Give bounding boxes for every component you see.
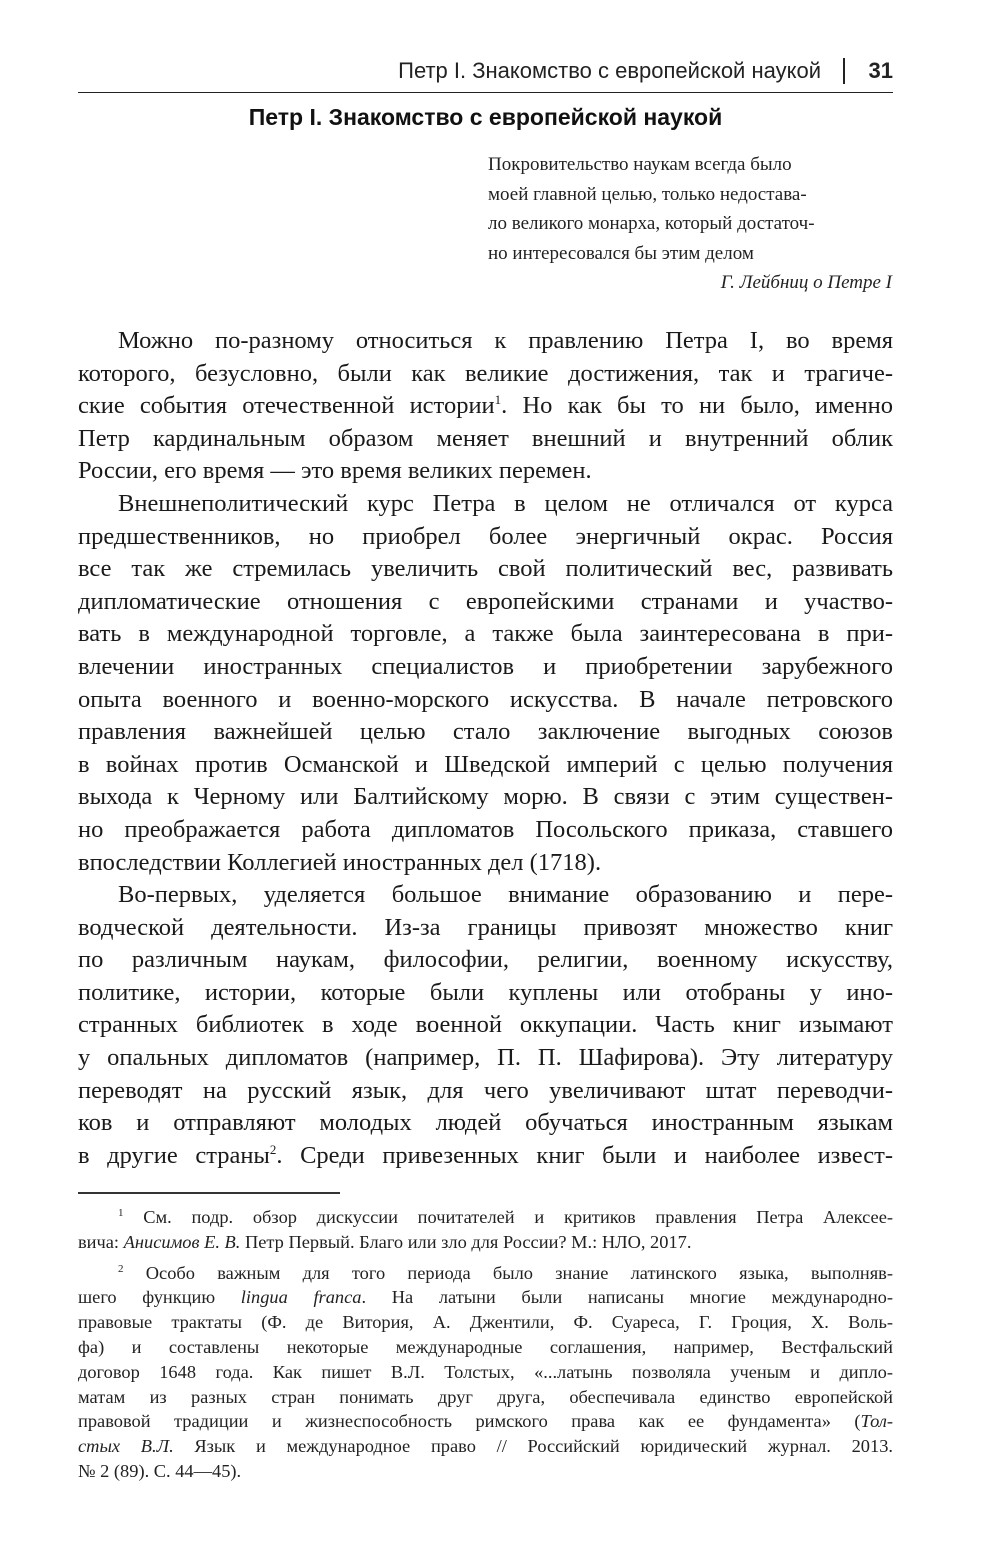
body-line: водческой деятельности. Из-за границы привозят множество книг (78, 913, 893, 941)
body-line: политике, истории, которые были куплены или отобраны у ино- (78, 978, 893, 1006)
body-line: ков и отправляют молодых людей обучаться иностранным языкам (78, 1109, 893, 1137)
body-line: выхода к Черному или Балтийскому морю. В связи с этим существен- (78, 783, 893, 811)
body-line: ские события отечественной истории$^1$. Но как бы то ни было, именно (78, 392, 893, 420)
body-line: Внешнеполитический курс Петра в целом не отличался от курса (118, 489, 893, 517)
body-line: в другие страны$^2$. Среди привезенных книг были и наиболее извест- (78, 1141, 894, 1169)
footnote-ref-2[interactable]: 2 (269, 1141, 277, 1157)
running-head (78, 52, 893, 93)
footnote-2-line: фа) и составлены некоторые международные соглашения, например, Вестфальский (78, 1336, 893, 1357)
body-line: которого, безусловно, были как великие достижения, так и трагиче- (78, 359, 893, 387)
footnote-ref-1[interactable]: 1 (494, 392, 502, 408)
body-line: по различным наукам, философии, религии, военному искусству, (78, 946, 893, 974)
body-line: но преображается работа дипломатов Посольского приказа, ставшего (78, 815, 893, 843)
body-line: Петр кардинальным образом меняет внешний и внутренний облик (78, 424, 893, 452)
chapter-title: Петр I. Знакомство с европейской наукой (248, 104, 723, 130)
footnotes (78, 1205, 893, 1484)
body-line: предшественников, но приобрел более энергичный окрас. Россия (78, 522, 893, 550)
footnote-2-line: матам из разных стран понимать друг друга, обеспечивала единство европейской (78, 1386, 893, 1407)
body-line: в войнах против Османской и Шведской империй с целью получения (78, 750, 893, 778)
body-line: все так же стремилась увеличить свой политический вес, развивать (78, 555, 893, 583)
epigraph-line: Покровительство наукам всегда было (488, 154, 792, 175)
body-line: Во-первых, уделяется большое внимание образованию и пере- (118, 881, 893, 909)
body-line: России, его время — это время великих перемен. (78, 457, 592, 485)
epigraph (488, 150, 898, 298)
running-head-separator (843, 58, 845, 84)
body-line: опыта военного и военно-морского искусства. В начале петровского (78, 685, 893, 713)
footnote-2-line: шего функцию lingua franca. На латыни были написаны многие международно- (78, 1287, 893, 1308)
footnote-2-line: стых В.Л. Язык и международное право // Российский юридический журнал. 2013. (78, 1436, 893, 1457)
footnote-2-line: договор 1648 года. Как пишет В.Л. Толстых, «...латынь позволяла ученым и дипло- (78, 1361, 893, 1382)
epigraph-line: ло великого монарха, который достаточ- (488, 213, 815, 234)
body-line: странных библиотек в ходе военной оккупации. Часть книг изымают (78, 1011, 893, 1039)
body-line: правления важнейшей целью стало заключение выгодных союзов (78, 718, 893, 746)
epigraph-line: но интересовался бы этим делом (488, 242, 754, 264)
footnote-1-line: вича: Анисимов Е. В. Петр Первый. Благо или зло для России? М.: НЛО, 2017. (78, 1231, 692, 1252)
page-number: 31 (868, 58, 893, 83)
footnote-2-line: № 2 (89). С. 44—45). (78, 1460, 242, 1481)
body-text (78, 325, 893, 1172)
footnote-2-line: правовые трактаты (Ф. де Витория, А. Джентили, Ф. Суареса, Г. Гроция, Х. Воль- (78, 1312, 893, 1333)
body-line: влечении иностранных специалистов и приобретении зарубежного (78, 652, 893, 680)
running-head-title: Петр I. Знакомство с европейской наукой (398, 58, 821, 83)
body-line: переводят на русский язык, для чего увеличивают штат переводчи- (78, 1076, 893, 1104)
footnote-1-line: $^1$ См. подр. обзор дискуссии почитателей и критиков правления Петра Алексее- (118, 1207, 893, 1227)
footnote-2-line: $^2$ Особо важным для того периода было знание латинского языка, выполняв- (118, 1262, 893, 1283)
epigraph-attribution: Г. Лейбниц о Петре I (720, 272, 892, 293)
epigraph-line: моей главной целью, только недостава- (488, 183, 807, 205)
body-line: дипломатические отношения с европейскими странами и участво- (78, 587, 893, 615)
footnote-2-line: правовой традиции и жизнеспособность римского права как ее фундамента» (Тол- (78, 1411, 893, 1432)
body-line: впоследствии Коллегией иностранных дел (1718). (78, 848, 602, 876)
body-line: Можно по-разному относиться к правлению Петра I, во время (118, 327, 893, 354)
body-line: у опальных дипломатов (например, П. П. Шафирова). Эту литературу (78, 1044, 893, 1072)
body-line: вать в международной торговле, а также была заинтересована в при- (78, 620, 893, 648)
footnote-separator (78, 1192, 340, 1194)
